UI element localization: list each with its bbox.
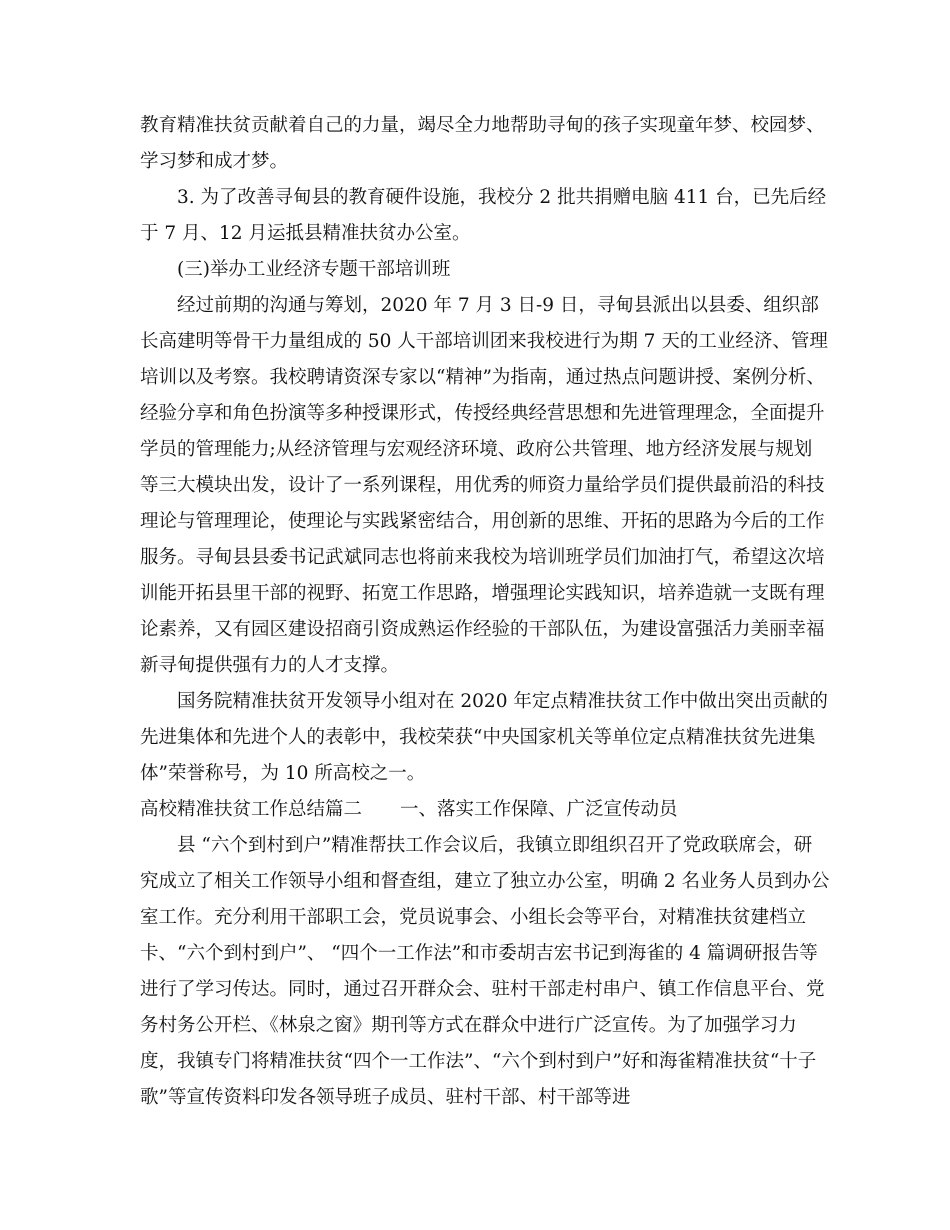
section-subtitle: 一、落实工作保障、广泛宣传动员 [400, 799, 678, 820]
document-page [140, 108, 830, 1116]
subheading-training-class: (三)举办工业经济专题干部培训班 [177, 259, 451, 280]
section-heading-line [140, 792, 830, 828]
paragraph-work-guarantee: 县 “六个到村到户”精准帮扶工作会议后，我镇立即组织召开了党政联席会，研究成立了相关工作领导小组和督查组，建立了独立办公室，明确 2 名业务人员到办公室工作。充分利用干部职工会，党员说事会、小组长会等平台，对精准扶贫建档立卡、“六个到村到户”、 “四个一工作法”和市委胡吉宏书记到海雀的 4 篇调研报告等进行了学习传达。同时，通过召开群众会、驻村干部走村串户、镇工作信息平台、党务村务公开栏、《林泉之窗》期刊等方式在群众中进行广泛宣传。为了加强学习力度，我镇专门将精准扶贫“四个一工作法”、“六个到村到户”好和海雀精准扶贫“十子歌”等宣传资料印发各领导班子成员、驻村干部、村干部等进 [140, 835, 830, 1108]
paragraph-commendation: 国务院精准扶贫开发领导小组对在 2020 年定点精准扶贫工作中做出突出贡献的先进集体和先进个人的表彰中，我校荣获“中央国家机关等单位定点精准扶贫先进集体”荣誉称号，为 10 所高校之一。 [140, 691, 828, 784]
section-title: 高校精准扶贫工作总结篇二 [140, 799, 363, 820]
paragraph-training-details: 经过前期的沟通与筹划，2020 年 7 月 3 日-9 日，寻甸县派出以县委、组织部长高建明等骨干力量组成的 50 人干部培训团来我校进行为期 7 天的工业经济、管理培训以及考察。我校聘请资深专家以“精神”为指南，通过热点问题讲授、案例分析、经验分享和角色扮演等多种授课形式，传授经典经营思想和先进管理理念，全面提升学员的管理能力;从经济管理与宏观经济环境、政府公共管理、地方经济发展与规划等三大模块出发，设计了一系列课程，用优秀的师资力量给学员们提供最前沿的科技理论与管理理论，使理论与实践紧密结合，用创新的思维、开拓的思路为今后的工作服务。寻甸县县委书记武斌同志也将前来我校为培训班学员们加油打气，希望这次培训能开拓县里干部的视野、拓宽工作思路，增强理论实践知识，培养造就一支既有理论素养，又有园区建设招商引资成熟运作经验的干部队伍，为建设富强活力美丽幸福新寻甸提供强有力的人才支撑。 [140, 295, 828, 676]
paragraph-computer-donation: 3. 为了改善寻甸县的教育硬件设施，我校分 2 批共捐赠电脑 411 台，已先后经于 7 月、12 月运抵县精准扶贫办公室。 [140, 187, 827, 244]
paragraph-continuation: 教育精准扶贫贡献着自己的力量，竭尽全力地帮助寻甸的孩子实现童年梦、校园梦、学习梦和成才梦。 [140, 115, 825, 172]
